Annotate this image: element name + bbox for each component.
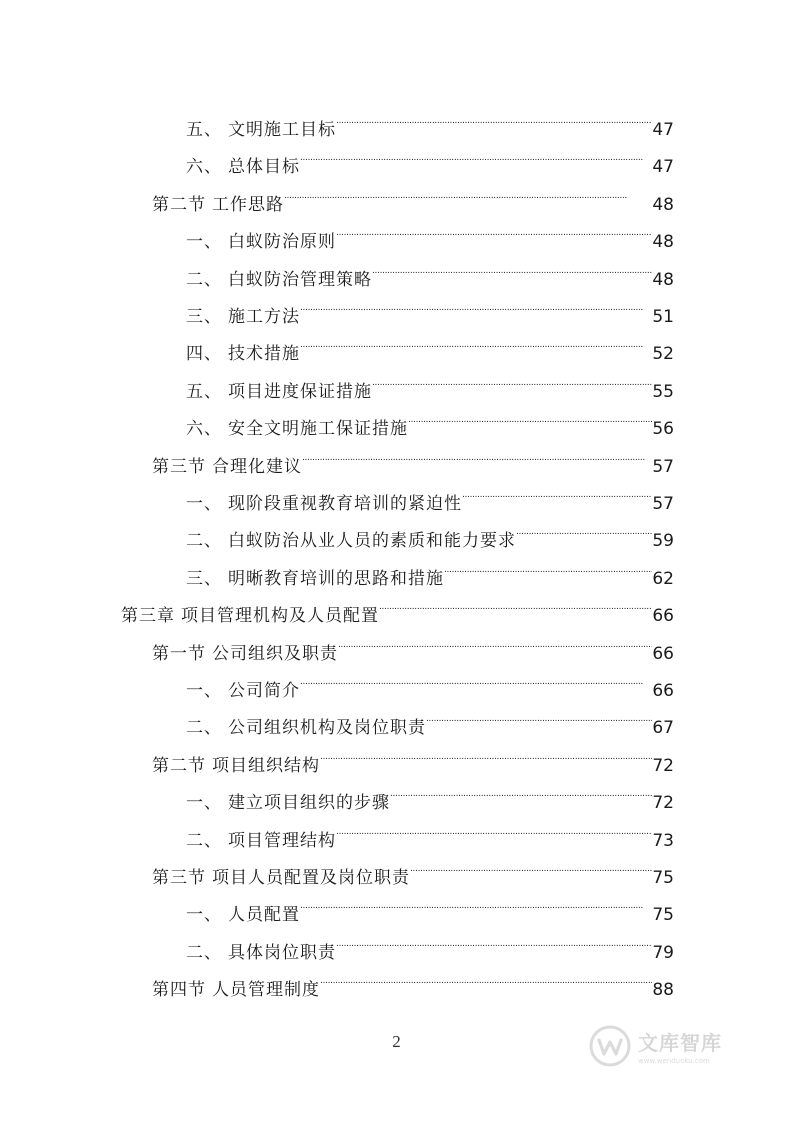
toc-entry-number: 第三节	[152, 868, 206, 888]
toc-entry-number: 一、	[186, 494, 222, 514]
toc-entry-text: 现阶段重视教育培训的紧迫性	[228, 494, 462, 514]
toc-entry-number: 五、	[186, 120, 222, 140]
toc-entry-text: 总体目标	[228, 157, 300, 177]
toc-dot-leader	[320, 737, 652, 771]
toc-entry-number: 二、	[186, 943, 222, 963]
toc-entry[interactable]	[186, 662, 674, 701]
toc-entry-text: 具体岗位职责	[228, 943, 336, 963]
toc-entry-number: 第三节	[152, 457, 206, 477]
toc-entry-page: 62	[652, 569, 674, 589]
toc-dot-leader	[336, 812, 652, 846]
toc-entry-number: 一、	[186, 905, 222, 925]
toc-entry-number: 第四节	[152, 980, 206, 1000]
toc-entry-page: 57	[652, 494, 674, 514]
toc-entry[interactable]	[186, 699, 674, 738]
toc-entry-number: 第三章	[121, 606, 175, 626]
toc-entry-page: 51	[652, 307, 674, 327]
toc-entry-text: 人员管理制度	[212, 980, 320, 1000]
toc-entry[interactable]	[186, 251, 674, 290]
toc-dot-leader	[336, 101, 652, 135]
toc-entry[interactable]	[186, 512, 674, 551]
toc-dot-leader	[390, 774, 652, 808]
toc-entry-number: 一、	[186, 232, 222, 252]
toc-entry-page: 79	[652, 943, 674, 963]
toc-entry-text: 公司组织及职责	[212, 644, 338, 664]
toc-entry-text: 安全文明施工保证措施	[228, 419, 408, 439]
toc-entry-page: 66	[652, 681, 674, 701]
toc-entry-text: 建立项目组织的步骤	[228, 793, 390, 813]
toc-dot-leader	[444, 550, 652, 584]
toc-entry-text: 项目组织结构	[212, 756, 320, 776]
toc-entry-number: 第二节	[152, 756, 206, 776]
toc-entry-text: 公司组织机构及岗位职责	[228, 718, 426, 738]
toc-dot-leader	[302, 438, 652, 472]
toc-entry-number: 一、	[186, 793, 222, 813]
toc-entry-page: 47	[652, 120, 674, 140]
toc-entry-number: 六、	[186, 157, 222, 177]
toc-dot-leader	[516, 512, 652, 546]
toc-entry-text: 文明施工目标	[228, 120, 336, 140]
toc-dot-leader	[408, 400, 652, 434]
toc-entry-text: 技术措施	[228, 344, 300, 364]
toc-dot-leader	[300, 886, 652, 920]
toc-entry-page: 48	[652, 270, 674, 290]
toc-entry-page: 57	[652, 457, 674, 477]
toc-entry-number: 一、	[186, 681, 222, 701]
toc-dot-leader	[320, 961, 652, 995]
toc-dot-leader	[462, 475, 652, 509]
toc-entry-number: 第二节	[152, 195, 206, 215]
toc-dot-leader	[300, 288, 652, 322]
toc-entry-text: 人员配置	[228, 905, 300, 925]
toc-dot-leader	[379, 587, 652, 621]
toc-entry-text: 明晰教育培训的思路和措施	[228, 569, 444, 589]
watermark	[588, 1018, 758, 1074]
toc-entry-page: 72	[652, 756, 674, 776]
toc-entry-page: 75	[652, 905, 674, 925]
toc-entry-page: 48	[652, 195, 674, 215]
toc-entry-text: 项目管理结构	[228, 831, 336, 851]
toc-entry-page: 48	[652, 232, 674, 252]
toc-entry[interactable]	[152, 625, 674, 664]
toc-entry-number: 四、	[186, 344, 222, 364]
toc-entry[interactable]	[186, 288, 674, 327]
watermark-name: 文库智库	[638, 1031, 722, 1055]
toc-entry[interactable]	[186, 363, 674, 402]
toc-entry-text: 项目进度保证措施	[228, 382, 372, 402]
toc-entry[interactable]	[152, 176, 674, 215]
toc-entry-page: 73	[652, 831, 674, 851]
toc-entry-page: 52	[652, 344, 674, 364]
toc-entry[interactable]	[186, 101, 674, 140]
toc-entry-title	[152, 973, 320, 1007]
toc-entry-page: 72	[652, 793, 674, 813]
toc-dot-leader	[300, 138, 652, 172]
toc-entry-text: 施工方法	[228, 307, 300, 327]
toc-entry-number: 二、	[186, 831, 222, 851]
toc-entry-number: 三、	[186, 307, 222, 327]
toc-entry-text: 白蚁防治管理策略	[228, 270, 372, 290]
toc-entry-number: 六、	[186, 419, 222, 439]
toc-dot-leader	[336, 213, 652, 247]
toc-entry[interactable]	[186, 924, 674, 963]
toc-entry-page: 75	[652, 868, 674, 888]
toc-entry-text: 工作思路	[212, 195, 284, 215]
toc-dot-leader	[372, 251, 652, 285]
toc-entry[interactable]	[121, 587, 674, 626]
toc-entry-number: 二、	[186, 270, 222, 290]
toc-entry-page: 59	[652, 531, 674, 551]
toc-dot-leader	[284, 176, 652, 210]
toc-dot-leader	[372, 363, 652, 397]
toc-dot-leader	[410, 849, 652, 883]
toc-entry[interactable]	[186, 886, 674, 925]
toc-entry[interactable]	[152, 438, 674, 477]
toc-dot-leader	[300, 662, 652, 696]
watermark-url: www.wenduoku.com	[638, 1057, 710, 1065]
toc-entry-page: 66	[652, 606, 674, 626]
toc-entry[interactable]	[152, 849, 674, 888]
toc-entry[interactable]	[186, 213, 674, 252]
toc-dot-leader	[426, 699, 652, 733]
toc-dot-leader	[338, 625, 652, 659]
toc-dot-leader	[336, 924, 652, 958]
toc-entry[interactable]	[186, 812, 674, 851]
toc-entry-page: 55	[652, 382, 674, 402]
toc-entry[interactable]	[186, 774, 674, 813]
toc-entry[interactable]	[152, 737, 674, 776]
toc-entry-number: 二、	[186, 531, 222, 551]
toc-entry-number: 五、	[186, 382, 222, 402]
toc-entry-text: 项目人员配置及岗位职责	[212, 868, 410, 888]
toc-dot-leader	[300, 325, 652, 359]
toc-entry-page: 56	[652, 419, 674, 439]
toc-entry-page: 47	[652, 157, 674, 177]
toc-entry-text: 合理化建议	[212, 457, 302, 477]
toc-entry-number: 二、	[186, 718, 222, 738]
toc-entry-page: 88	[652, 980, 674, 1000]
toc-entry[interactable]	[186, 138, 674, 177]
toc-entry[interactable]	[152, 961, 674, 1000]
toc-entry[interactable]	[186, 325, 674, 364]
leaf-w-logo-icon	[588, 1024, 632, 1068]
page-number: 2	[392, 1032, 401, 1051]
toc-entry-number: 三、	[186, 569, 222, 589]
toc-entry-text: 公司简介	[228, 681, 300, 701]
toc-entry[interactable]	[186, 550, 674, 589]
toc-entry-text: 白蚁防治原则	[228, 232, 336, 252]
toc-entry-page: 67	[652, 718, 674, 738]
toc-entry-page: 66	[652, 644, 674, 664]
toc-entry[interactable]	[186, 475, 674, 514]
toc-entry-number: 第一节	[152, 644, 206, 664]
toc-entry-text: 项目管理机构及人员配置	[181, 606, 379, 626]
toc-entry[interactable]	[186, 400, 674, 439]
toc-entry-text: 白蚁防治从业人员的素质和能力要求	[228, 531, 516, 551]
